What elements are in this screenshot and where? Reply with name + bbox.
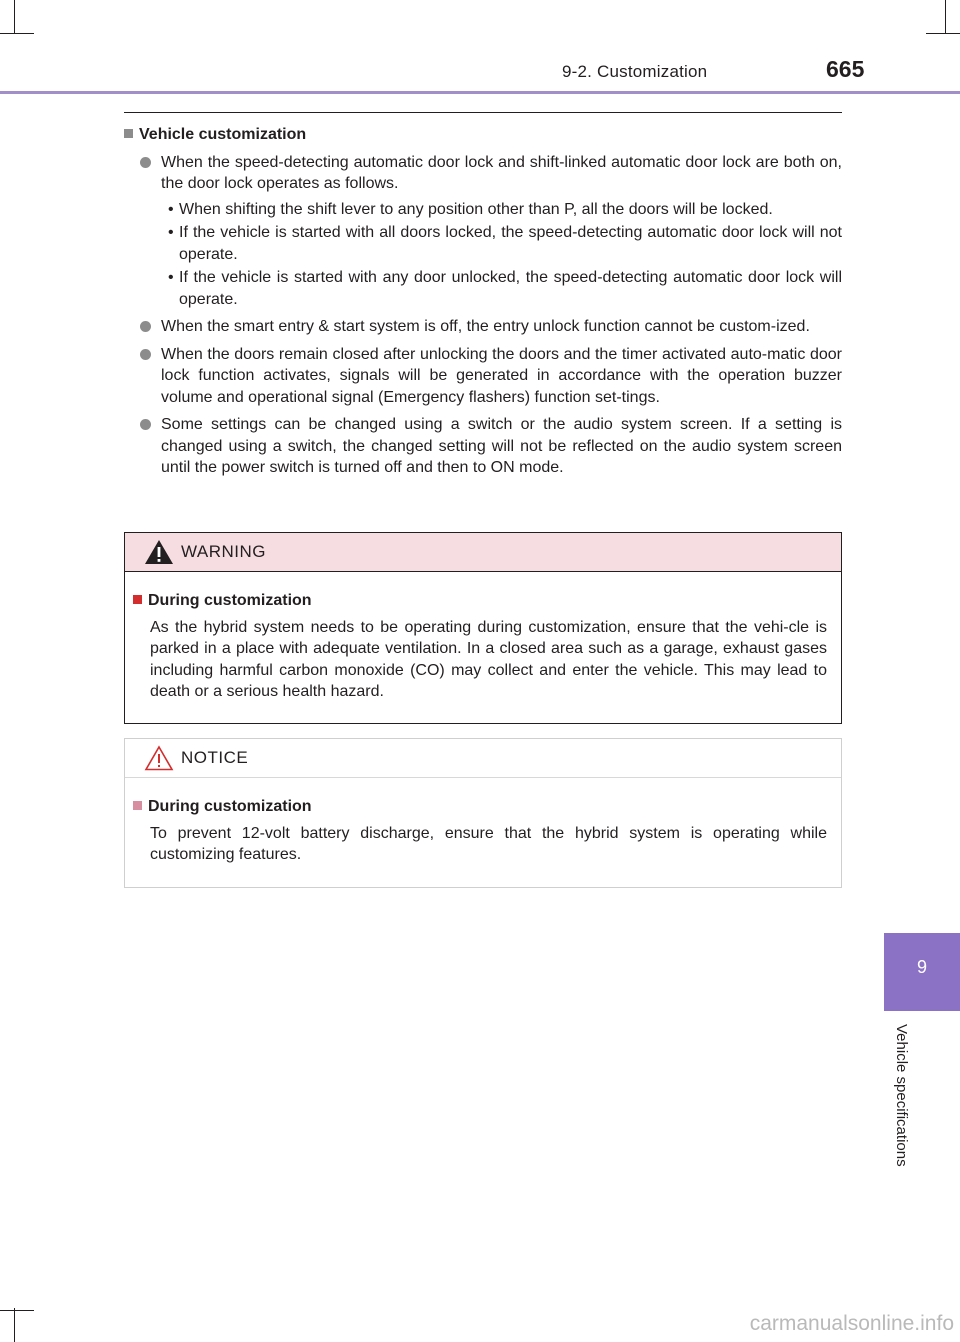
crop-mark-top-left-h: [0, 33, 34, 34]
crop-mark-top-right-v: [945, 0, 946, 34]
list-item: [124, 152, 842, 195]
main-content: [124, 124, 842, 479]
section-heading: [124, 124, 842, 146]
warning-triangle-icon: [144, 539, 174, 565]
notice-heading: [133, 796, 827, 818]
square-bullet-icon: [133, 595, 142, 604]
warning-title: WARNING: [181, 542, 267, 561]
square-bullet-icon: [133, 801, 142, 810]
notice-heading-text: During customization: [148, 798, 312, 815]
notice-box: [124, 738, 842, 888]
crop-mark-top-right-h: [926, 33, 960, 34]
sub-list-item-text: If the vehicle is started with all doors locked, the speed-detecting automatic door lock will not operate.: [179, 224, 842, 263]
round-bullet-icon: [140, 321, 151, 332]
sub-list-item: [124, 222, 842, 265]
notice-header: [125, 739, 841, 778]
notice-body: [125, 778, 841, 866]
round-bullet-icon: [140, 419, 151, 430]
content-top-rule: [124, 112, 842, 113]
sub-list-item-text: When shifting the shift lever to any position other than P, all the doors will be locked.: [179, 200, 773, 218]
warning-box: [124, 532, 842, 724]
list-item-text: When the speed-detecting automatic door lock and shift-linked automatic door lock are both on, the door lock operates as follows.: [161, 153, 842, 192]
watermark: carmanualsonline.info: [749, 1312, 954, 1335]
header-rule: [0, 91, 960, 94]
list-item: [124, 414, 842, 479]
warning-heading-text: During customization: [148, 592, 312, 609]
page-number: 665: [826, 56, 865, 82]
notice-triangle-icon: [144, 745, 174, 771]
crop-mark-bottom-left-v: [14, 1308, 15, 1342]
warning-body: [125, 572, 841, 703]
chapter-tab-number: 9: [916, 957, 927, 977]
round-bullet-icon: [140, 157, 151, 168]
warning-text: As the hybrid system needs to be operating during customization, ensure that the vehi-cle is parked in a place with adequate ventilation. In a closed area such as a garage, exhaust gases including harmful carbon monoxide (CO) may collect and enter the vehicle. This may lead to death or a serious health hazard.: [150, 618, 827, 700]
warning-heading: [133, 590, 827, 612]
sub-list-item: [124, 199, 842, 221]
square-bullet-icon: [124, 129, 133, 138]
notice-title: NOTICE: [181, 748, 249, 767]
sub-bullet-icon: •: [168, 269, 174, 286]
warning-header: [125, 533, 841, 572]
list-item-text: Some settings can be changed using a switch or the audio system screen. If a setting is changed using a switch, the changed setting will not be reflected on the audio system screen until the power switch is turned off and then to ON mode.: [161, 416, 842, 476]
running-header-section: 9-2. Customization: [562, 62, 708, 81]
section-heading-text: Vehicle customization: [139, 126, 307, 143]
list-item-text: When the smart entry & start system is off, the entry unlock function cannot be custom-ized.: [161, 318, 810, 335]
chapter-tab-label: Vehicle specifications: [893, 1024, 910, 1167]
sub-bullet-icon: •: [168, 224, 174, 241]
sub-bullet-icon: •: [168, 200, 174, 218]
sub-list-item-text: If the vehicle is started with any door unlocked, the speed-detecting automatic door lock will operate.: [179, 269, 842, 308]
sub-list-item: [124, 267, 842, 310]
round-bullet-icon: [140, 349, 151, 360]
notice-text: To prevent 12-volt battery discharge, ensure that the hybrid system is operating while customizing features.: [150, 824, 827, 863]
chapter-tab[interactable]: [884, 933, 960, 1011]
list-item-text: When the doors remain closed after unlocking the doors and the timer activated auto-matic door lock function activates, signals will be generated in accordance with the operation buzzer volume and operational signal (Emergency flashers) function set-tings.: [161, 345, 842, 406]
crop-mark-bottom-left-h: [0, 1310, 34, 1311]
list-item: [124, 316, 842, 338]
list-item: [124, 344, 842, 409]
crop-mark-top-left-v: [14, 0, 15, 34]
